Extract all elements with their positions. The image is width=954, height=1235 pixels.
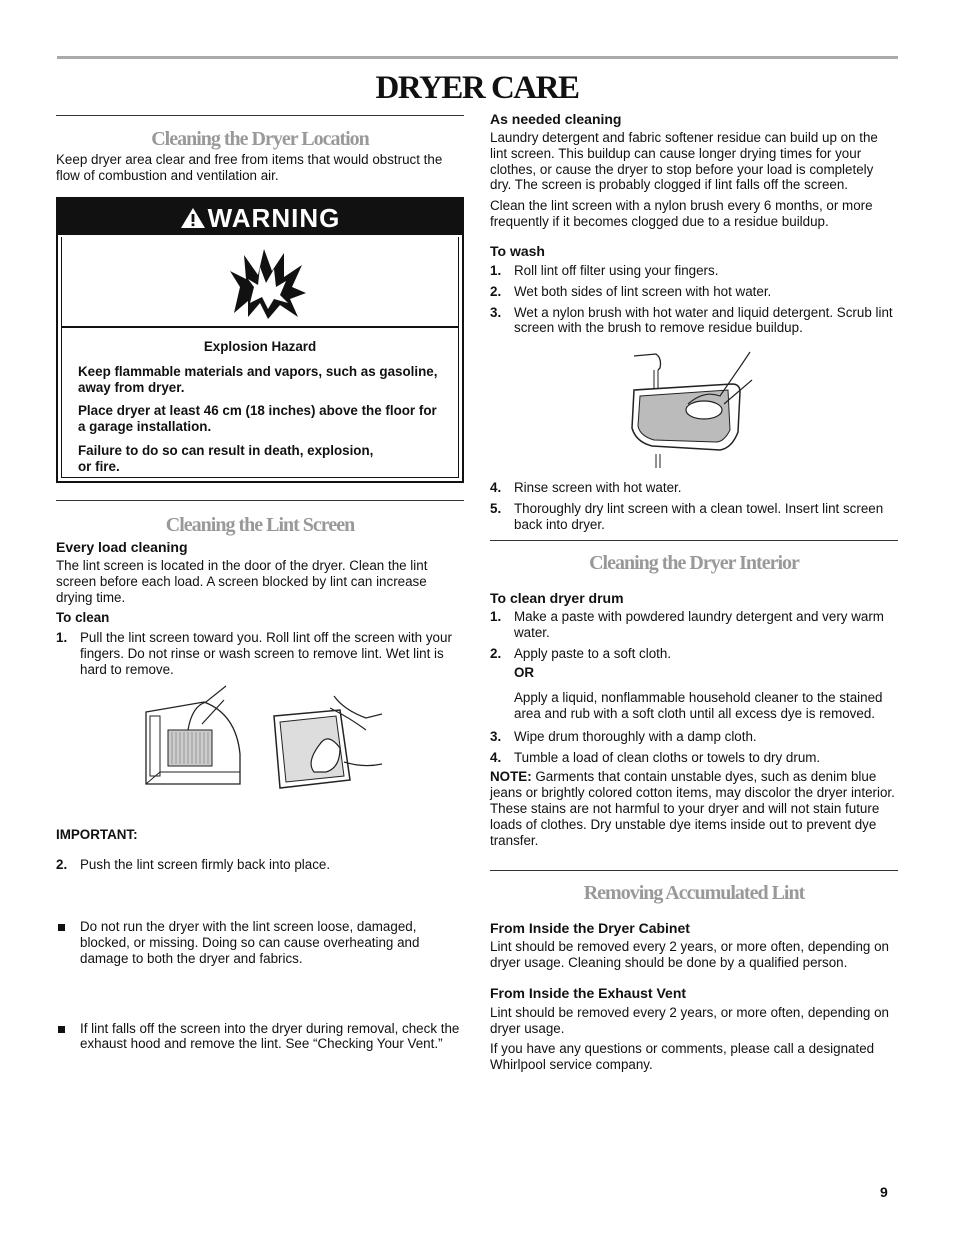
step-number: 1. bbox=[490, 263, 502, 278]
drum-heading: To clean dryer drum bbox=[490, 590, 624, 606]
warning-box bbox=[56, 197, 464, 483]
warning-inner-frame bbox=[61, 237, 459, 478]
location-text: Keep dryer area clear and free from items that would obstruct the flow of combustion and ventilation air. bbox=[56, 152, 443, 183]
step-number: 5. bbox=[490, 500, 502, 516]
step-number: 1. bbox=[490, 609, 502, 624]
warning-header bbox=[58, 199, 462, 235]
step-text: Roll lint off filter using your fingers. bbox=[514, 263, 719, 278]
drum-step-1 bbox=[490, 609, 898, 641]
every-load-text: The lint screen is located in the door of the dryer. Clean the lint screen before each load. A screen blocked by lint can increase drying time. bbox=[56, 558, 428, 605]
wash-step bbox=[490, 501, 898, 533]
section-rule bbox=[56, 115, 464, 116]
drum-steps bbox=[490, 609, 898, 848]
section-heading-location: Cleaning the Dryer Location bbox=[151, 128, 369, 150]
warning-line-1: Keep flammable materials and vapors, such as gasoline, away from dryer. bbox=[78, 363, 438, 395]
every-load-heading: Every load cleaning bbox=[56, 539, 188, 555]
wash-steps-1-3 bbox=[490, 263, 898, 340]
note-text: Garments that contain unstable dyes, such as denim blue jeans or brightly colored cotton items, may discolor the dryer interior. These stains are not harmful to your dryer and will not stain future loads of clothes. Dry unstable dye items inside out to prevent dye transfer. bbox=[490, 769, 895, 848]
contact-text: If you have any questions or comments, please call a designated Whirlpool service company. bbox=[490, 1041, 875, 1072]
as-needed-text-2: Clean the lint screen with a nylon brush every 6 months, or more frequently if it becomes clogged due to a residue buildup. bbox=[490, 198, 873, 229]
step-text: Wet both sides of lint screen with hot water. bbox=[514, 283, 772, 299]
left-column bbox=[56, 0, 464, 1052]
drum-step-4 bbox=[490, 750, 898, 766]
as-needed-heading: As needed cleaning bbox=[490, 111, 622, 127]
step-text: Wipe drum thoroughly with a damp cloth. bbox=[514, 728, 757, 744]
wash-step bbox=[490, 480, 898, 496]
or-label: OR bbox=[514, 665, 535, 681]
bullet-text: Do not run the dryer with the lint screen loose, damaged, blocked, or missing. Doing so can cause overheating and damage to both the dryer and fabrics. bbox=[80, 919, 420, 966]
clean-step-1 bbox=[56, 630, 464, 677]
step-number: 4. bbox=[490, 480, 502, 495]
drum-step-2 bbox=[490, 646, 898, 662]
step-text: Wet a nylon brush with hot water and liquid detergent. Scrub lint screen with the brush to remove residue buildup. bbox=[514, 304, 893, 336]
step-text: Apply paste to a soft cloth. bbox=[514, 645, 672, 661]
section-heading-lint: Cleaning the Lint Screen bbox=[165, 514, 355, 536]
section-heading-interior: Cleaning the Dryer Interior bbox=[589, 552, 799, 574]
step-text: Tumble a load of clean cloths or towels to dry drum. bbox=[514, 749, 821, 765]
alternative-text: Apply a liquid, nonflammable household cleaner to the stained area and rub with a soft cloth until all excess dye is removed. bbox=[514, 690, 883, 721]
bullet-square-icon bbox=[58, 1026, 65, 1033]
section-rule bbox=[490, 870, 898, 871]
step-text: Pull the lint screen toward you. Roll lint off the screen with your fingers. Do not rinse or wash screen to remove lint. Wet lint is hard to remove. bbox=[80, 630, 452, 677]
warning-image-panel bbox=[62, 237, 458, 328]
step-number: 3. bbox=[490, 304, 502, 320]
warning-body bbox=[62, 328, 458, 475]
hazard-title: Explosion Hazard bbox=[203, 339, 317, 354]
cabinet-heading: From Inside the Dryer Cabinet bbox=[490, 920, 690, 936]
note-paragraph bbox=[490, 769, 898, 848]
vent-text: Lint should be removed every 2 years, or more often, depending on dryer usage. bbox=[490, 1005, 889, 1036]
bullet-square-icon bbox=[58, 924, 65, 931]
warning-triangle-icon bbox=[180, 207, 206, 229]
explosion-icon bbox=[228, 247, 308, 319]
step-text: Make a paste with powdered laundry detergent and very warm water. bbox=[514, 609, 884, 640]
vent-heading: From Inside the Exhaust Vent bbox=[490, 985, 687, 1001]
step-number: 4. bbox=[490, 749, 502, 765]
section-rule bbox=[56, 500, 464, 501]
warning-line-3: Failure to do so can result in death, explosion, or fire. bbox=[78, 442, 374, 474]
section-rule bbox=[490, 540, 898, 541]
wash-steps-4-5 bbox=[490, 480, 898, 536]
to-wash-heading: To wash bbox=[490, 243, 545, 259]
clean-step-2 bbox=[56, 857, 464, 873]
wash-step bbox=[490, 284, 898, 300]
warning-label: WARNING bbox=[207, 203, 341, 233]
step-number: 2. bbox=[56, 857, 68, 873]
important-bullet-2 bbox=[56, 1021, 464, 1053]
step-number: 2. bbox=[490, 645, 502, 661]
warning-line-2: Place dryer at least 46 cm (18 inches) above the floor for a garage installation. bbox=[78, 403, 437, 435]
to-clean-heading: To clean bbox=[56, 610, 110, 625]
step-number: 2. bbox=[490, 283, 502, 299]
step-text: Push the lint screen firmly back into place. bbox=[80, 857, 331, 873]
important-label: IMPORTANT: bbox=[56, 827, 138, 842]
important-bullet-1 bbox=[56, 919, 464, 966]
step-number: 1. bbox=[56, 630, 68, 645]
cabinet-text: Lint should be removed every 2 years, or more often, depending on dryer usage. Cleaning should be done by a qualified person. bbox=[490, 939, 889, 970]
note-label: NOTE: bbox=[490, 769, 532, 785]
step-text: Rinse screen with hot water. bbox=[514, 480, 682, 495]
page-number: 9 bbox=[880, 1184, 888, 1200]
lint-screen-removal-illustration bbox=[144, 684, 384, 794]
drum-step-3 bbox=[490, 729, 898, 745]
wash-step bbox=[490, 263, 898, 279]
page-title: DRYER CARE bbox=[375, 70, 579, 106]
section-heading-removing: Removing Accumulated Lint bbox=[583, 882, 805, 904]
as-needed-text-1: Laundry detergent and fabric softener residue can build up on the lint screen. This buildup can cause longer drying times for your clothes, or cause the dryer to stop before your load is completely dry. The screen is probably clogged if lint falls off the screen. bbox=[490, 130, 878, 193]
lint-screen-washing-illustration bbox=[628, 350, 758, 470]
step-number: 3. bbox=[490, 728, 502, 744]
step-text: Thoroughly dry lint screen with a clean towel. Insert lint screen back into dryer. bbox=[514, 500, 884, 532]
bullet-text: If lint falls off the screen into the dryer during removal, check the exhaust hood and remove the lint. See “Checking Your Vent.” bbox=[80, 1020, 460, 1052]
wash-step bbox=[490, 305, 898, 337]
